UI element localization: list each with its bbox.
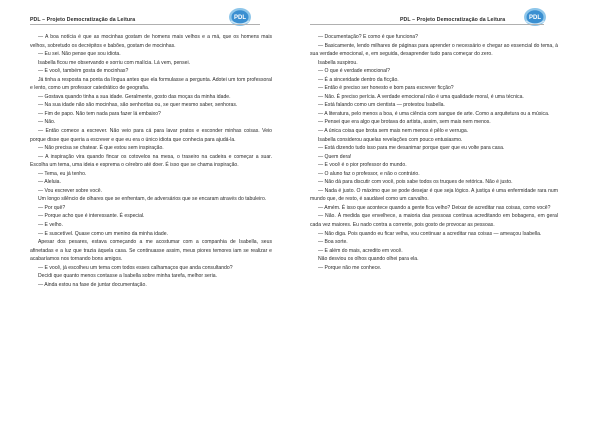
header-title	[400, 17, 505, 23]
right-page-text	[310, 33, 558, 272]
paragraph: — Está dizendo tudo isso para me desanimar porque quer que eu volte para casa.	[318, 145, 505, 152]
paragraph: — A boa notícia é que as mocinhas gostam de homens mais velhos e a má, que os homens mais velhos, sobretudo os decrépitos e babões, gostam de mocinhas.	[30, 34, 272, 49]
paragraph: — E você, já escolheu um tema com todos esses calhamaços que anda consultando?	[38, 264, 233, 271]
paragraph: — Boa sorte.	[318, 239, 348, 246]
paragraph: Isabella suspirou.	[318, 59, 358, 66]
paragraph: — A literatura, pelo menos a boa, é uma ciência com sangue de arte. Como a arquitetura ou a música.	[318, 110, 550, 117]
paragraph: — Nada é justo. O máximo que se pode desejar é que seja lógico. A justiça é uma enfermidade rara num mundo que, de resto, é saudável como um carvalho.	[310, 187, 558, 203]
paragraph: — Porque não me conhece.	[318, 264, 382, 271]
paragraph: — Fim de papo. Não tem nada para fazer lá embaixo?	[38, 110, 161, 117]
left-page-text	[30, 33, 272, 289]
header-title-rest: Projeto Democratização da Leitura	[46, 17, 136, 23]
paragraph: — O que é verdade emocional?	[318, 68, 390, 75]
paragraph: — Basicamente, lendo milhares de páginas para aprender o necessário e chegar ao essencial do tema, à sua verdade emocional, e, em seguida, desaprender tudo para começar do zero.	[310, 42, 558, 58]
paragraph: — Então é preciso ser honesto e bom para escrever ficção?	[318, 85, 454, 92]
paragraph: — Não. É preciso perícia. A verdade emocional não é uma qualidade moral, é uma técnica.	[318, 93, 524, 100]
header-rule	[30, 24, 260, 25]
right-page	[300, 0, 600, 424]
header-title-prefix: PDL –	[30, 17, 47, 23]
paragraph: — Eu sei. Não pense que sou idiota.	[38, 51, 121, 58]
paragraph: — Vou escrever sobre você.	[38, 187, 102, 194]
header-rule	[310, 24, 544, 25]
paragraph: — Amém. É isso que acontece quando a gente fica velho? Deixar de acreditar nas coisas, como você?	[318, 204, 551, 211]
paragraph: — Na sua idade não são mocinhas, são senhoritas ou, se quer mesmo saber, senhoras.	[38, 102, 238, 109]
paragraph: — Tema, eu já tenho.	[38, 170, 87, 177]
page-header	[300, 6, 600, 23]
paragraph: Apesar dos pesares, estava começando a me acostumar com a companhia de Isabella, seus afinetadas e a luz que trazia àquela casa. Se continuasse assim, meus piores temores iam se realizar e acabaríamos nos tornando bons amigos.	[30, 239, 272, 263]
paragraph: Não desviou os olhos quando olhei para ela.	[318, 256, 419, 263]
paragraph: — E velho.	[38, 222, 63, 229]
svg-text:PDL: PDL	[529, 15, 541, 21]
paragraph: — Porque acho que é interessante. É especial.	[38, 213, 145, 220]
header-title	[30, 17, 135, 23]
paragraph: — Não dá para discutir com você, pois sabe todos os truques de retórica. Não é justo.	[318, 179, 513, 186]
paragraph: — Ainda estou na fase de juntar documentação.	[38, 281, 147, 288]
paragraph: — Quem dera!	[318, 153, 352, 160]
paragraph: Um longo silêncio de olhares que se enfrentam, de adversários que se encaram através do tabuleiro.	[38, 196, 267, 203]
svg-text:PDL: PDL	[234, 15, 246, 21]
paragraph: — Não diga. Pois quando eu ficar velha, vou continuar a acreditar nas coisas — ameaçou Isabella.	[318, 230, 542, 237]
paragraph: — E além do mais, acredito em você.	[318, 247, 403, 254]
paragraph: — É a sinceridade dentro da ficção.	[318, 76, 399, 83]
paragraph: — O aluno faz o professor, e não o contrário.	[318, 170, 420, 177]
header-title-rest: Projeto Democratização da Leitura	[416, 17, 506, 23]
page-header	[0, 6, 300, 23]
paragraph: — E você é o pior professor do mundo.	[318, 162, 407, 169]
header-title-prefix: PDL –	[400, 17, 417, 23]
paragraph: Decidi que quanto menos contasse a Isabella sobre minha tarefa, melhor seria.	[38, 273, 217, 280]
paragraph: Isabella ficou me observando e sorriu com malícia. Lá vem, pensei.	[38, 59, 191, 66]
paragraph: — Não precisa se chatear. É que estou sem inspiração.	[38, 145, 164, 152]
paragraph: — E você, também gosta de mocinhas?	[38, 68, 129, 75]
paragraph: — Gostava quando tinha a sua idade. Geralmente, gosto das moças da minha idade.	[38, 93, 231, 100]
paragraph: — A inspiração vira quando fincar os cotovelos na mesa, o traseiro na cadeira e começar a suar. Escolha um tema, uma ideia e esprema o cérebro até doer. É isso que se chama inspiração.	[30, 153, 272, 169]
paragraph: — Está falando como um cientista — protestou Isabella.	[318, 102, 445, 109]
paragraph: Já tinha a resposta na ponta da língua antes que ela formulasse a pergunta. Adotei um tom professoral e lento, como um professor catedrático de geografia.	[30, 76, 272, 92]
paragraph: — Pensei que era algo que brotava do artista, assim, sem mais nem menos.	[318, 119, 491, 126]
paragraph: — Documentação? E como é que funciona?	[318, 34, 418, 40]
paragraph: — A única coisa que brota sem mais nem menos é pêlo e verruga.	[318, 128, 469, 135]
paragraph: — Não. À medida que envelhece, a maioria das pessoas continua acreditando em bobagens, em geral cada vez maiores. Eu nado contra a corrente, pois gosto de provocar as pessoas.	[310, 213, 558, 229]
paragraph: — Não.	[38, 119, 56, 126]
paragraph: — E suscetível. Quase como um menino da minha idade.	[38, 230, 168, 237]
paragraph: Isabella considerou aquelas revelações com pouco entusiasmo.	[318, 136, 463, 143]
paragraph: — Aleluia.	[38, 179, 61, 186]
paragraph: — Por quê?	[38, 204, 66, 211]
paragraph: — Então comece a escrever. Não veio para cá para lavar pratos e esconder minhas coisas. Veio porque disse que queria a escrever e que eu era o único idiota que conhecia para ajudá-la.	[30, 128, 272, 143]
